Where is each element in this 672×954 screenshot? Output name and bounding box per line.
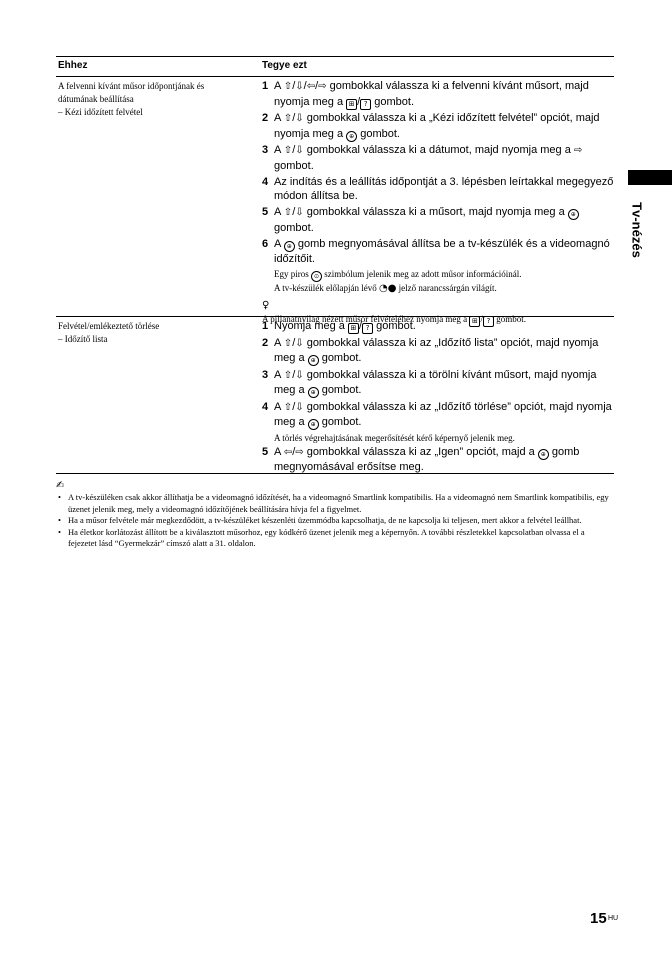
step-1: 1 A ⇧/⇩/⇦/⇨ gombokkal válassza ki a felvenni kívánt műsort, majd nyomja meg a ⊞ / ? gombot. xyxy=(262,80,589,108)
step-4-note: A törlés végrehajtásának megerősítését kérő képernyő jelenik meg. xyxy=(274,432,515,443)
step-2: 2 A ⇧/⇩ gombokkal válassza ki a „Kézi időzített felvétel” opciót, majd nyomja meg a ⊕ gombot. xyxy=(262,112,600,140)
step-5: 5 A ⇧/⇩ gombokkal válassza ki a műsort, majd nyomja meg a ⊕ gombot. xyxy=(262,205,614,235)
table-bottom-rule xyxy=(56,473,614,474)
right-arrow-icon: ⇨ xyxy=(318,81,327,92)
table-top-rule xyxy=(56,56,614,57)
page-language: HU xyxy=(608,915,619,922)
col-header-ehhez: Ehhez xyxy=(58,60,88,71)
footnote-item: • A tv-készüléken csak akkor állíthatja be a videomagnó időzítését, ha a videomagnó Smartlink kompatibilis. Ha a videomagnó nem Smartlink kompatibilis, egy üzenet jelenik meg, mely a videomagnó időzítőjének beállítására hívja fel a figyelmet. xyxy=(58,492,609,514)
bullet-icon: • xyxy=(58,515,61,525)
down-arrow-icon: ⇩ xyxy=(295,401,304,413)
footnotes xyxy=(56,480,614,550)
info-button-icon: ⊞ xyxy=(348,323,359,334)
up-arrow-icon: ⇧ xyxy=(283,145,293,156)
up-arrow-icon: ⇧ xyxy=(283,113,293,124)
section-side-label: Tv-nézés xyxy=(629,202,645,258)
up-arrow-icon: ⇧ xyxy=(283,401,293,413)
right-arrow-icon: ⇨ xyxy=(573,145,583,156)
info-button-icon: ⊞ xyxy=(346,99,357,110)
help-button-icon: ? xyxy=(483,316,494,327)
ok-button-icon: ⊕ xyxy=(308,387,319,398)
info-button-icon: ⊞ xyxy=(469,316,480,327)
down-arrow-icon: ⇩ xyxy=(295,369,304,381)
tip-icon: ♀ xyxy=(262,299,270,311)
up-arrow-icon: ⇧ xyxy=(283,81,293,92)
ok-button-icon: ⊕ xyxy=(308,355,319,366)
page-number: 15 xyxy=(590,910,607,927)
ok-button-icon: ⊕ xyxy=(284,241,295,252)
header-rule xyxy=(56,76,614,77)
row-steps xyxy=(262,79,614,327)
bullet-icon: • xyxy=(58,492,61,502)
down-arrow-icon: ⇩ xyxy=(295,337,304,349)
ok-button-icon: ⊕ xyxy=(346,131,357,142)
up-arrow-icon: ⇧ xyxy=(283,337,293,349)
up-arrow-icon: ⇧ xyxy=(283,369,293,381)
right-arrow-icon: ⇨ xyxy=(295,446,304,458)
down-arrow-icon: ⇩ xyxy=(295,81,304,92)
step-6: 6 A ⊕ gomb megnyomásával állítsa be a tv-készülék és a videomagnó időzítőit. xyxy=(262,237,610,265)
step-5: 5 A ⇦/⇨ gombokkal válassza ki az „Igen” opciót, majd a ⊕ gomb megnyomásával erősítse meg. xyxy=(262,445,580,473)
help-button-icon: ? xyxy=(362,323,373,334)
row-label: Felvétel/emlékeztető törlése – Időzítő lista xyxy=(58,321,160,344)
step-6-note-2: A tv-készülék előlapján lévő ◔● jelző narancssárgán világít. xyxy=(274,282,497,294)
row-divider xyxy=(56,316,614,317)
step-2: 2 A ⇧/⇩ gombokkal válassza ki az „Időzítő lista” opciót, majd nyomja meg a ⊕ gombot. xyxy=(262,336,599,364)
down-arrow-icon: ⇩ xyxy=(295,207,304,218)
ok-button-icon: ⊕ xyxy=(308,419,319,430)
footnote-item: • Ha a műsor felvétele már megkezdődött, a tv-készüléket készenléti üzemmódba kapcsolhatja, de ne kapcsolja ki teljesen, mert akkor a felvétel leállhat. xyxy=(58,515,582,525)
step-1: 1 Nyomja meg a ⊞ / ? gombot. xyxy=(262,320,416,332)
down-arrow-icon: ⇩ xyxy=(295,145,304,156)
tip-text: A pillanatnyilag nézett műsor felvételéhez nyomja meg a ⊞ / ? gombot. xyxy=(262,313,526,325)
up-arrow-icon: ⇧ xyxy=(283,207,293,218)
clock-icon: ⊙ xyxy=(311,271,322,282)
pencil-icon: ✍ xyxy=(56,480,65,491)
step-6-note-1: Egy piros ⊙ szimbólum jelenik meg az adott műsor információinál. xyxy=(274,268,522,280)
timer-led-icon: ◔● xyxy=(378,282,397,294)
step-3: 3 A ⇧/⇩ gombokkal válassza ki a dátumot, majd nyomja meg a ⇨ gombot. xyxy=(262,144,583,172)
left-arrow-icon: ⇦ xyxy=(283,446,293,458)
row-steps xyxy=(262,319,614,476)
help-button-icon: ? xyxy=(360,99,371,110)
left-arrow-icon: ⇦ xyxy=(306,81,316,92)
ok-button-icon: ⊕ xyxy=(568,209,579,220)
down-arrow-icon: ⇩ xyxy=(295,113,304,124)
ok-button-icon: ⊕ xyxy=(538,449,549,460)
bullet-icon: • xyxy=(58,526,61,537)
col-header-tegye-ezt: Tegye ezt xyxy=(262,60,307,71)
footnote-item: • Ha életkor korlátozást állított be a kiválasztott műsorhoz, egy kódkérő üzenet jelenik meg a képernyőn. A további részletekkel kapcsolatban olvassa el a fejezetet lásd “Gyermekzár” címszó alatt a 31. oldalon. xyxy=(58,526,585,548)
section-tab-marker xyxy=(628,170,672,185)
step-4: 4 A ⇧/⇩ gombokkal válassza ki az „Időzítő törlése” opciót, majd nyomja meg a ⊕ gombot. xyxy=(262,400,612,428)
row-label: A felvenni kívánt műsor időpontjának és dátumának beállítása – Kézi időzített felvétel xyxy=(58,81,205,117)
step-4: 4 Az indítás és a leállítás időpontját a 3. lépésben leírtakkal megegyező módon állítsa be. xyxy=(262,175,614,202)
step-3: 3 A ⇧/⇩ gombokkal válassza ki a törölni kívánt műsort, majd nyomja meg a ⊕ gombot. xyxy=(262,368,597,396)
